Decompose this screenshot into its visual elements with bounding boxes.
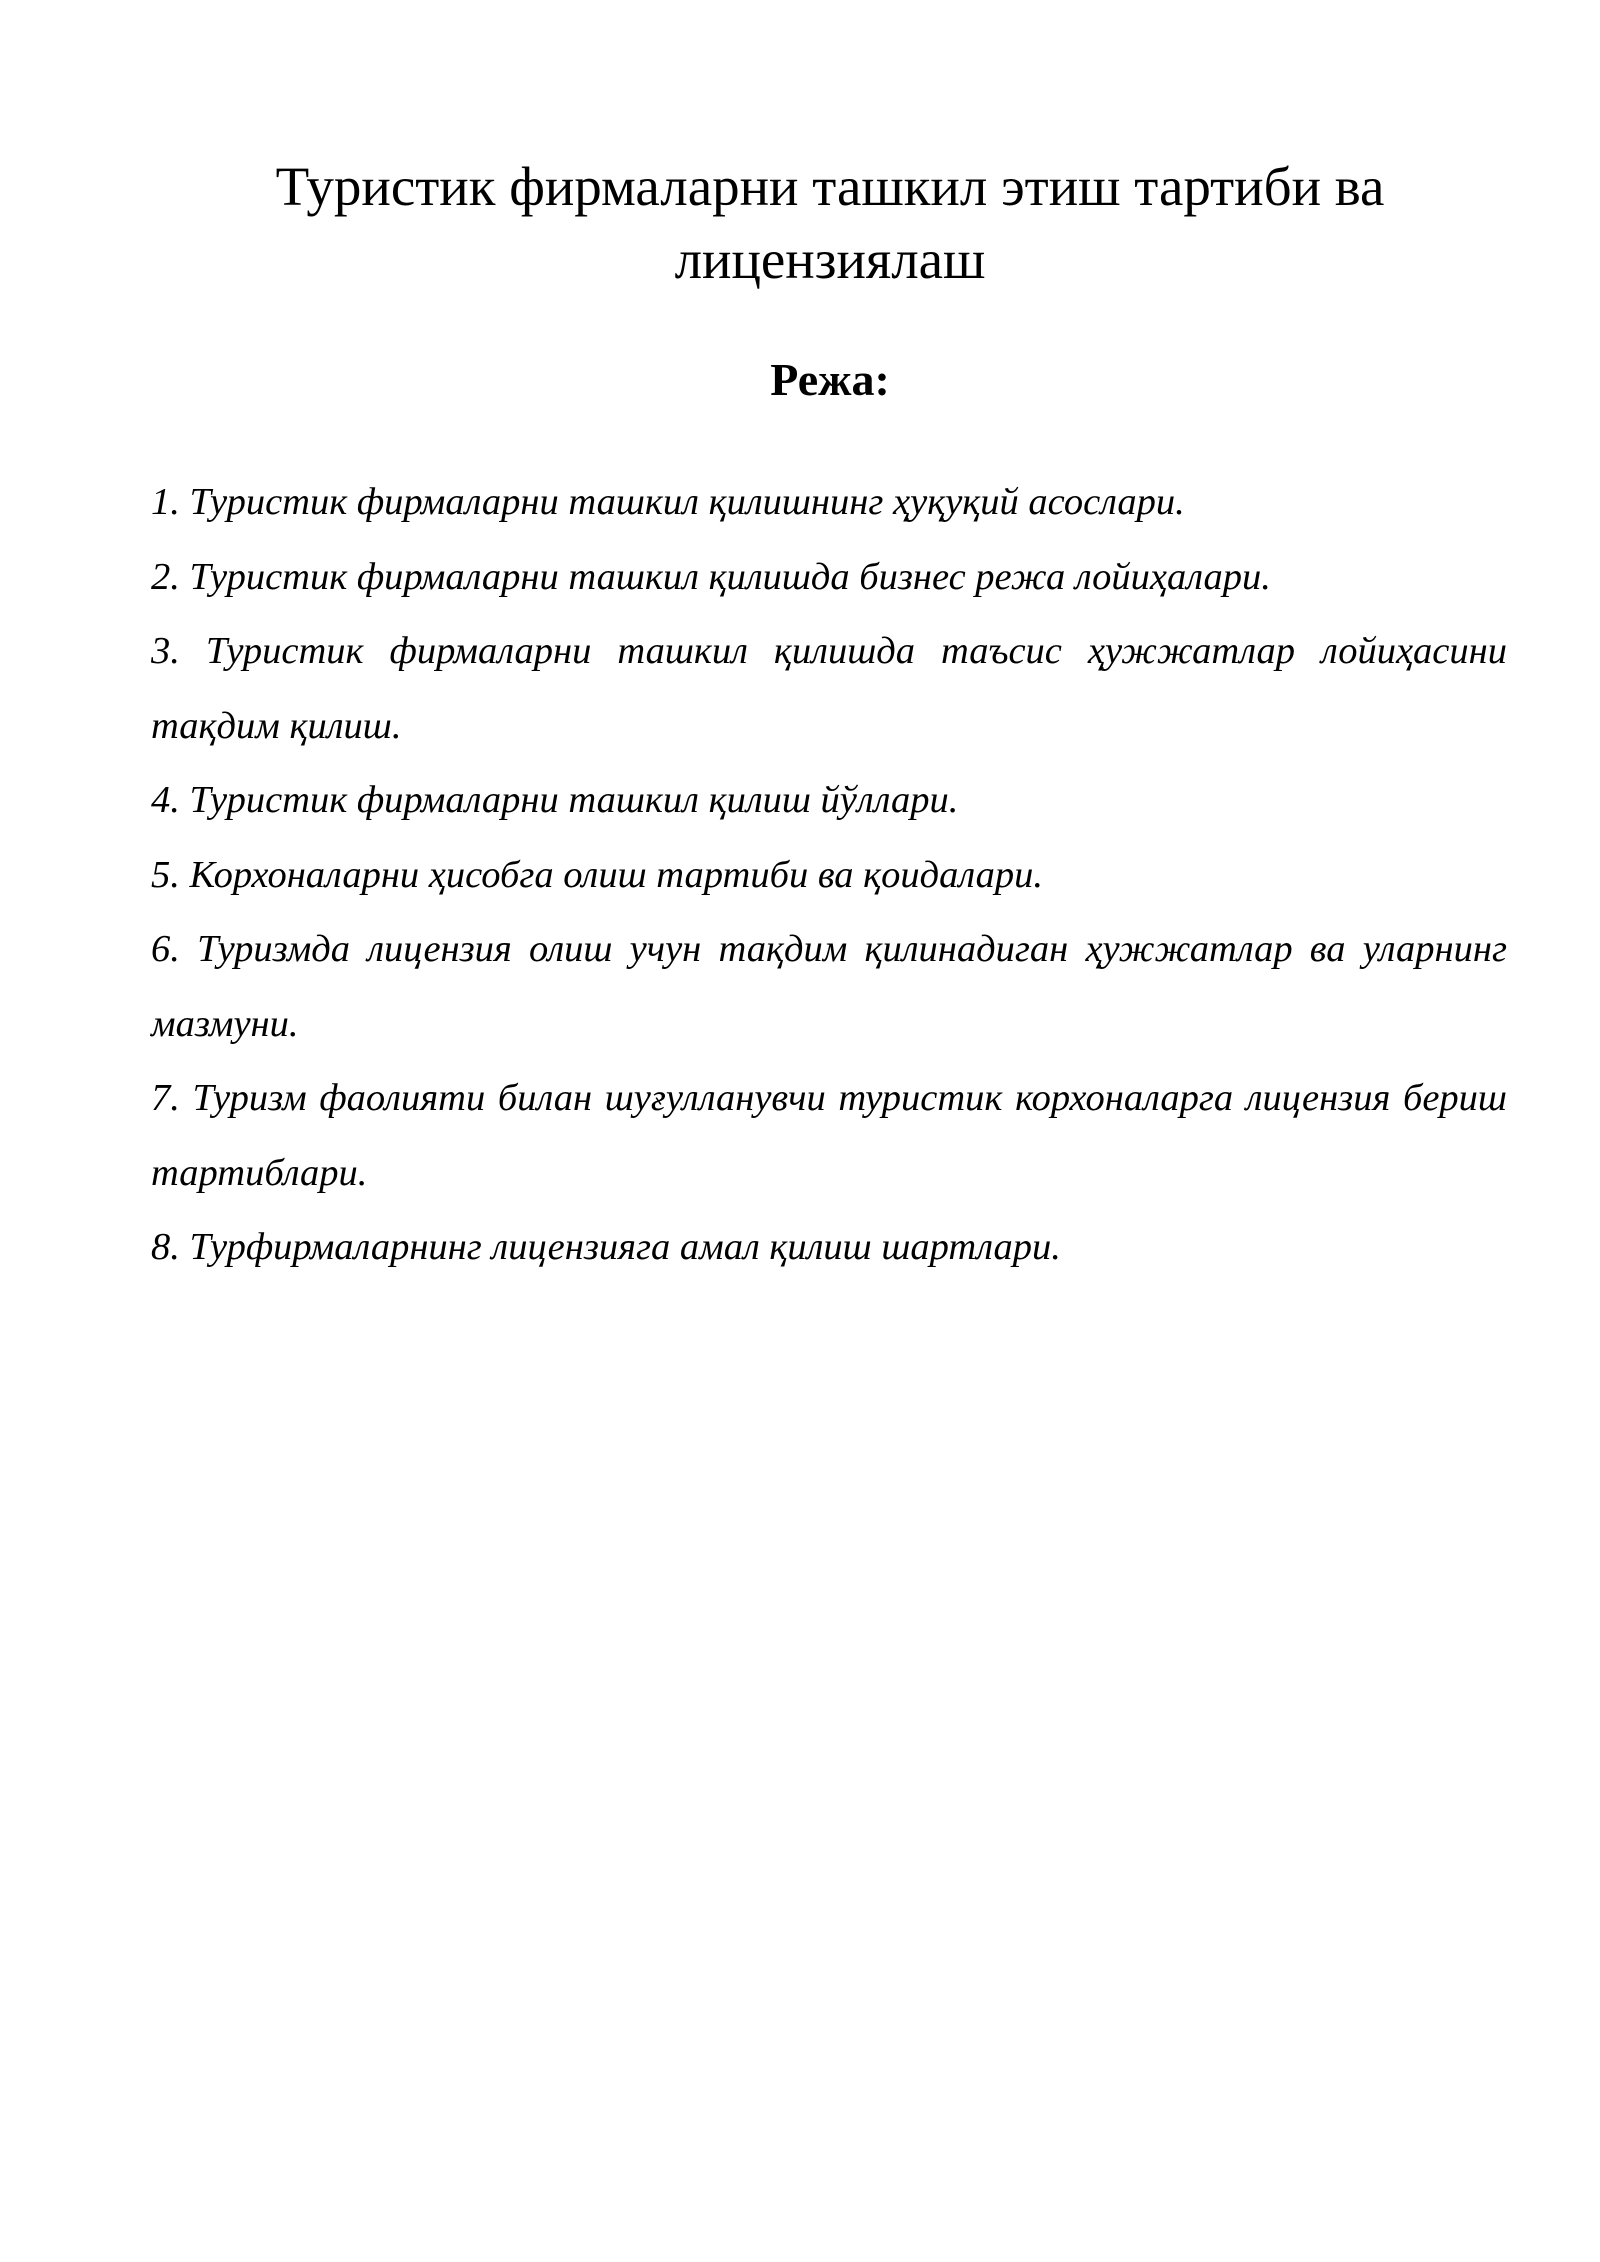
- plan-heading: Режа:: [770, 354, 890, 405]
- plan-item-4: 4. Туристик фирмаларни ташкил қилиш йўллари.: [151, 779, 959, 821]
- plan-item-3: 3. Туристик фирмаларни ташкил қилишда таъсис ҳужжатлар лойиҳасини тақдим қилиш.: [151, 630, 1507, 747]
- plan-item-6: 6. Туризмда лицензия олиш учун тақдим қилинадиган ҳужжатлар ва уларнинг мазмуни.: [151, 928, 1507, 1045]
- page-title: Туристик фирмаларни ташкил этиш тартиби ва лицензиялаш: [275, 156, 1385, 290]
- plan-item-8: 8. Турфирмаларнинг лицензияга амал қилиш шартлари.: [151, 1226, 1061, 1268]
- plan-item-7: 7. Туризм фаолияти билан шуғулланувчи туристик корхоналарга лицензия бериш тартиблари.: [151, 1077, 1507, 1194]
- plan-item-1: 1. Туристик фирмаларни ташкил қилишнинг ҳуқуқий асослари.: [151, 481, 1185, 523]
- plan-list: [151, 465, 1507, 1285]
- plan-item-2: 2. Туристик фирмаларни ташкил қилишда бизнес режа лойиҳалари.: [151, 555, 1271, 598]
- plan-item-5: 5. Корхоналарни ҳисобга олиш тартиби ва қоидалари.: [151, 853, 1044, 896]
